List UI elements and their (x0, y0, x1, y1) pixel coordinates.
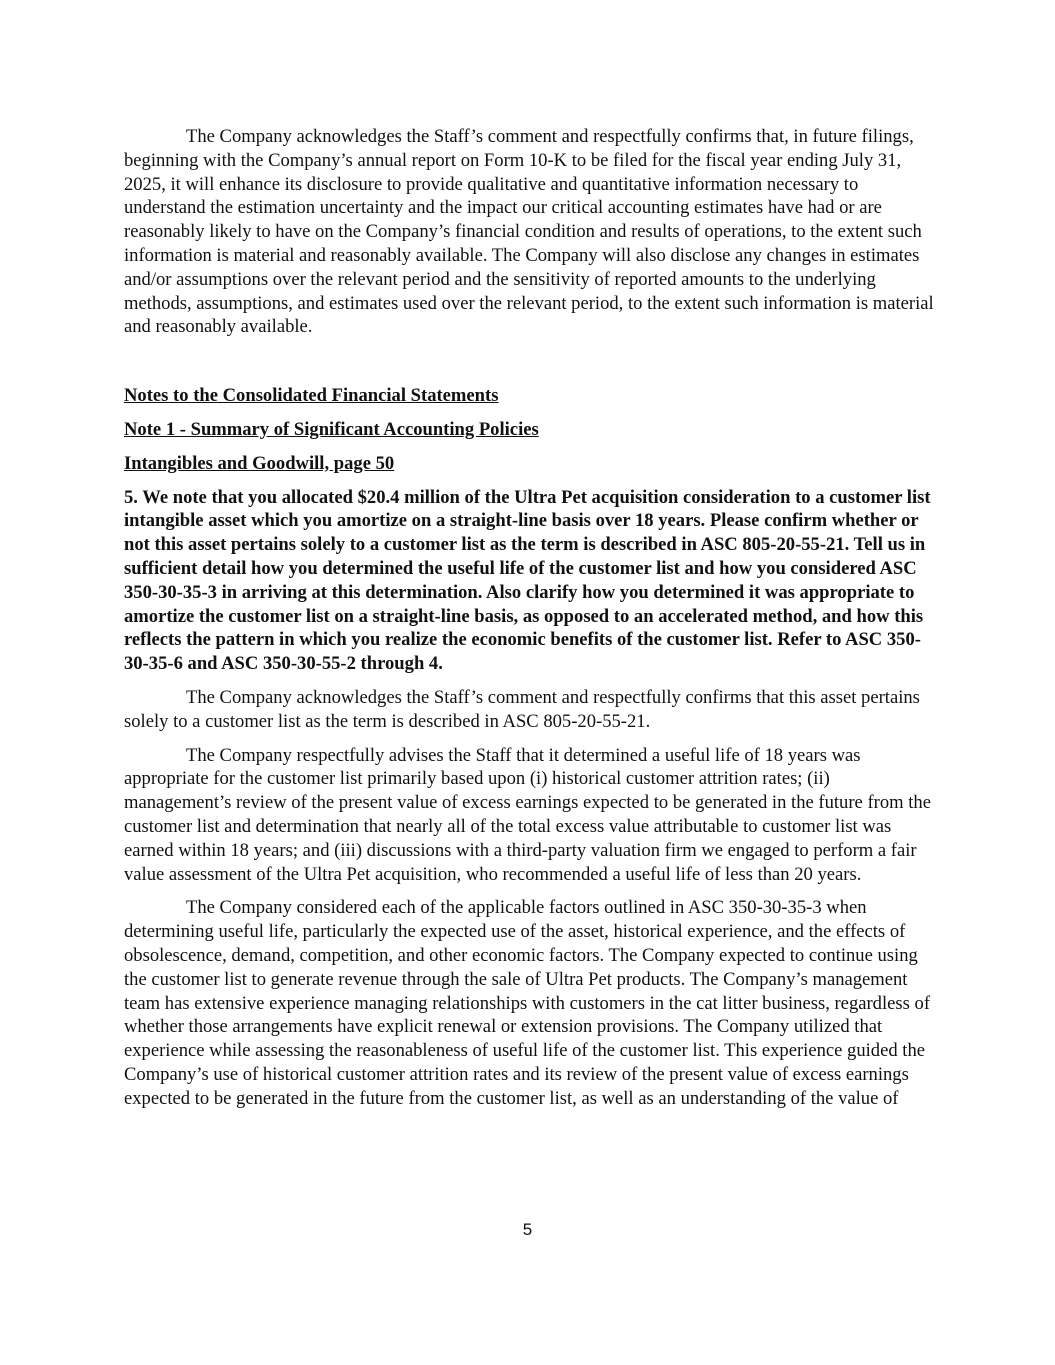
note-heading: Note 1 - Summary of Significant Accounting Policies (124, 418, 539, 440)
response-paragraph-useful-life: The Company respectfully advises the Staff that it determined a useful life of 18 years was appropriate for the customer list primarily based upon (i) historical customer attrition rates; (ii) management’s review of the present value of excess earnings expected to be generated in the future from the customer list and determination that nearly all of the total excess value attributable to customer list was earned within 18 years; and (iii) discussions with a third-party valuation firm we engaged to perform a fair value assessment of the Ultra Pet acquisition, who recommended a useful life of less than 20 years. (124, 744, 931, 885)
response-paragraph-factors: The Company considered each of the applicable factors outlined in ASC 350-30-35-3 when determining useful life, particularly the expected use of the asset, historical experience, and the effects of obsolescence, demand, competition, and other economic factors. The Company expected to continue using the customer list to generate revenue through the sale of Ultra Pet products. The Company’s management team has extensive experience managing relationships with customers in the cat litter business, regardless of whether those arrangements have explicit renewal or extension provisions. The Company utilized that experience while assessing the reasonableness of useful life of the customer list. This experience guided the Company’s use of historical customer attrition rates and its review of the present value of excess earnings expected to be generated in the future from the customer list, as well as an understanding of the value of (124, 897, 931, 1109)
response-paragraph-estimates: The Company acknowledges the Staff’s comment and respectfully confirms that, in future filings, beginning with the Company’s annual report on Form 10-K to be filed for the fiscal year ending July 31, 2025, it will enhance its disclosure to provide qualitative and quantitative information necessary to understand the estimation uncertainty and the impact our critical accounting estimates have had or are reasonably likely to have on the Company’s financial condition and results of operations, to the extent such information is material and reasonably available. The Company will also disclose any changes in estimates and/or assumptions over the relevant period and the sensitivity of reported amounts to the underlying methods, assumptions, and estimates used over the relevant period, to the extent such information is material and reasonably available. (124, 126, 934, 338)
response-paragraph-customer-list: The Company acknowledges the Staff’s comment and respectfully confirms that this asset pertains solely to a customer list as the term is described in ASC 805-20-55-21. (124, 686, 920, 732)
section-heading: Notes to the Consolidated Financial Statements (124, 385, 499, 407)
page-number: 5 (522, 1220, 533, 1239)
topic-heading: Intangibles and Goodwill, page 50 (124, 452, 395, 474)
document-page (124, 125, 936, 1110)
staff-comment-5: 5. We note that you allocated $20.4 million of the Ultra Pet acquisition consideration to a customer list intangible asset which you amortize on a straight-line basis over 18 years. Please confirm whether or not this asset pertains solely to a customer list as the term is described in ASC 805-20-55-21. Tell us in sufficient detail how you determined the useful life of the customer list and how you considered ASC 350-30-35-3 in arriving at this determination. Also clarify how you determined it was appropriate to amortize the customer list on a straight-line basis, as opposed to an accelerated method, and how this reflects the pattern in which you realize the economic benefits of the customer list. Refer to ASC 350-30-35-6 and ASC 350-30-55-2 through 4. (124, 486, 931, 675)
